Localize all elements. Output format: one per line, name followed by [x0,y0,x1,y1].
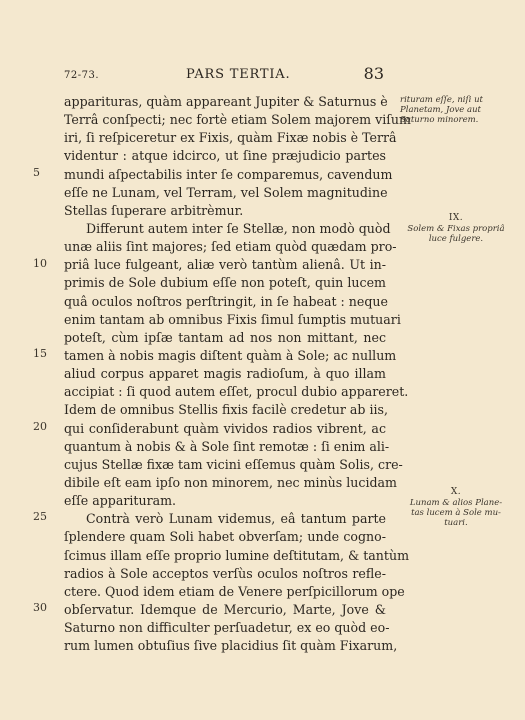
text-line: mundi aſpectabilis inter ſe comparemus, cavendum [64,166,393,182]
text-line: iri, ſi reſpiceretur ex Fixis, quàm Fixæ nobis è Terrâ [64,130,397,146]
line-number: 30 [33,601,47,614]
running-header [64,66,394,84]
text-line: quâ oculos noſtros perſtringit, in ſe habeat : neque [64,293,388,309]
section-range: 72-73. [64,70,100,81]
text-line: unæ aliis ſint majores; ſed etiam quòd quædam pro- [64,239,397,255]
text-line: Idem de omnibus Stellis fixis facilè credetur ab iis, [64,402,389,418]
text-line: accipiat : ſi quod autem eſſet, procul dubio appareret. [64,384,409,400]
text-line: videntur : atque idcirco, ut ſine præjudicio partes [64,148,386,164]
note-numeral: IX. [448,213,464,223]
text-line: aliud corpus apparet magis radioſum, à quo illam [64,366,386,382]
text-line: Contrà verò Lunam videmus, eâ tantum parte [86,511,386,527]
text-line: ctere. Quod idem etiam de Venere perſpicillorum ope [64,583,405,599]
main-text [64,93,411,655]
text-line: ſplendere quam Soli habet obverſam; unde cogno- [64,529,386,545]
note-line: rituram eſſe, niſi ut [400,95,483,105]
text-line: primis de Sole dubium eſſe non poteſt, quin lucem [64,275,386,291]
running-title: PARS TERTIA. [186,67,291,82]
note-line: luce fulgere. [428,234,484,244]
text-line: poteſt, cùm ipſæ tantam ad nos non mittant, nec [64,329,386,345]
text-line: apparituras, quàm appareant Jupiter & Saturnus è [64,94,388,109]
text-line: eſſe apparituram. [64,493,177,509]
note-line: tas lucem à Sole mu- [411,508,501,518]
note-numeral: X. [450,487,462,497]
text-line: eſſe ne Lunam, vel Terram, vel Solem magnitudine [64,184,388,200]
note-line: Lunam & alios Plane- [409,498,503,508]
note-line: Planetam, Jove aut [400,105,481,115]
text-line: dibile eſt eam ipſo non minorem, nec minùs lucidam [64,474,397,490]
text-line: Differunt autem inter ſe Stellæ, non modò quòd [86,220,391,236]
text-line: ſcimus illam eſſe proprio lumine deſtitutam, & tantùm [64,547,410,563]
note-line: tuari. [444,518,468,528]
text-line: rum lumen obtuſius ſive placidius ſit quàm Fixarum, [64,638,398,654]
text-line: radios à Sole acceptos verſùs oculos noſtros refle- [64,565,386,581]
text-line: Stellas ſuperare arbitrèmur. [64,202,244,218]
line-number: 5 [33,166,40,179]
page-number: 83 [363,64,384,83]
line-number: 25 [33,510,47,523]
text-line: tamen à nobis magis diſtent quàm à Sole; ac nullum [64,347,397,363]
line-number: 10 [33,257,47,270]
line-number: 20 [33,420,47,433]
marginal-note [400,487,512,528]
text-line: Terrâ conſpecti; nec fortè etiam Solem majorem viſum [64,112,411,128]
text-line: priâ luce fulgeant, aliæ verò tantùm alienâ. Ut in- [64,257,386,273]
marginal-note [400,213,512,244]
marginal-note [400,95,512,125]
line-number: 15 [33,347,47,360]
text-line: Saturno non difficulter perſuadetur, ex eo quòd eo- [64,620,390,636]
text-line: quantum à nobis & à Sole ſint remotæ : ſi enim ali- [64,438,390,454]
text-line: obſervatur. Idemque de Mercurio, Marte, Jove & [64,601,386,617]
text-line: enim tantam ab omnibus Fixis ſimul ſumptis mutuari [64,311,401,327]
text-line: cujus Stellæ fixæ tam vicini eſſemus quàm Solis, cre- [64,456,403,472]
note-line: Saturno minorem. [400,115,479,125]
text-line: qui conſiderabunt quàm vividos radios vibrent, ac [64,420,386,436]
note-line: Solem & Fixas propriâ [407,224,505,234]
